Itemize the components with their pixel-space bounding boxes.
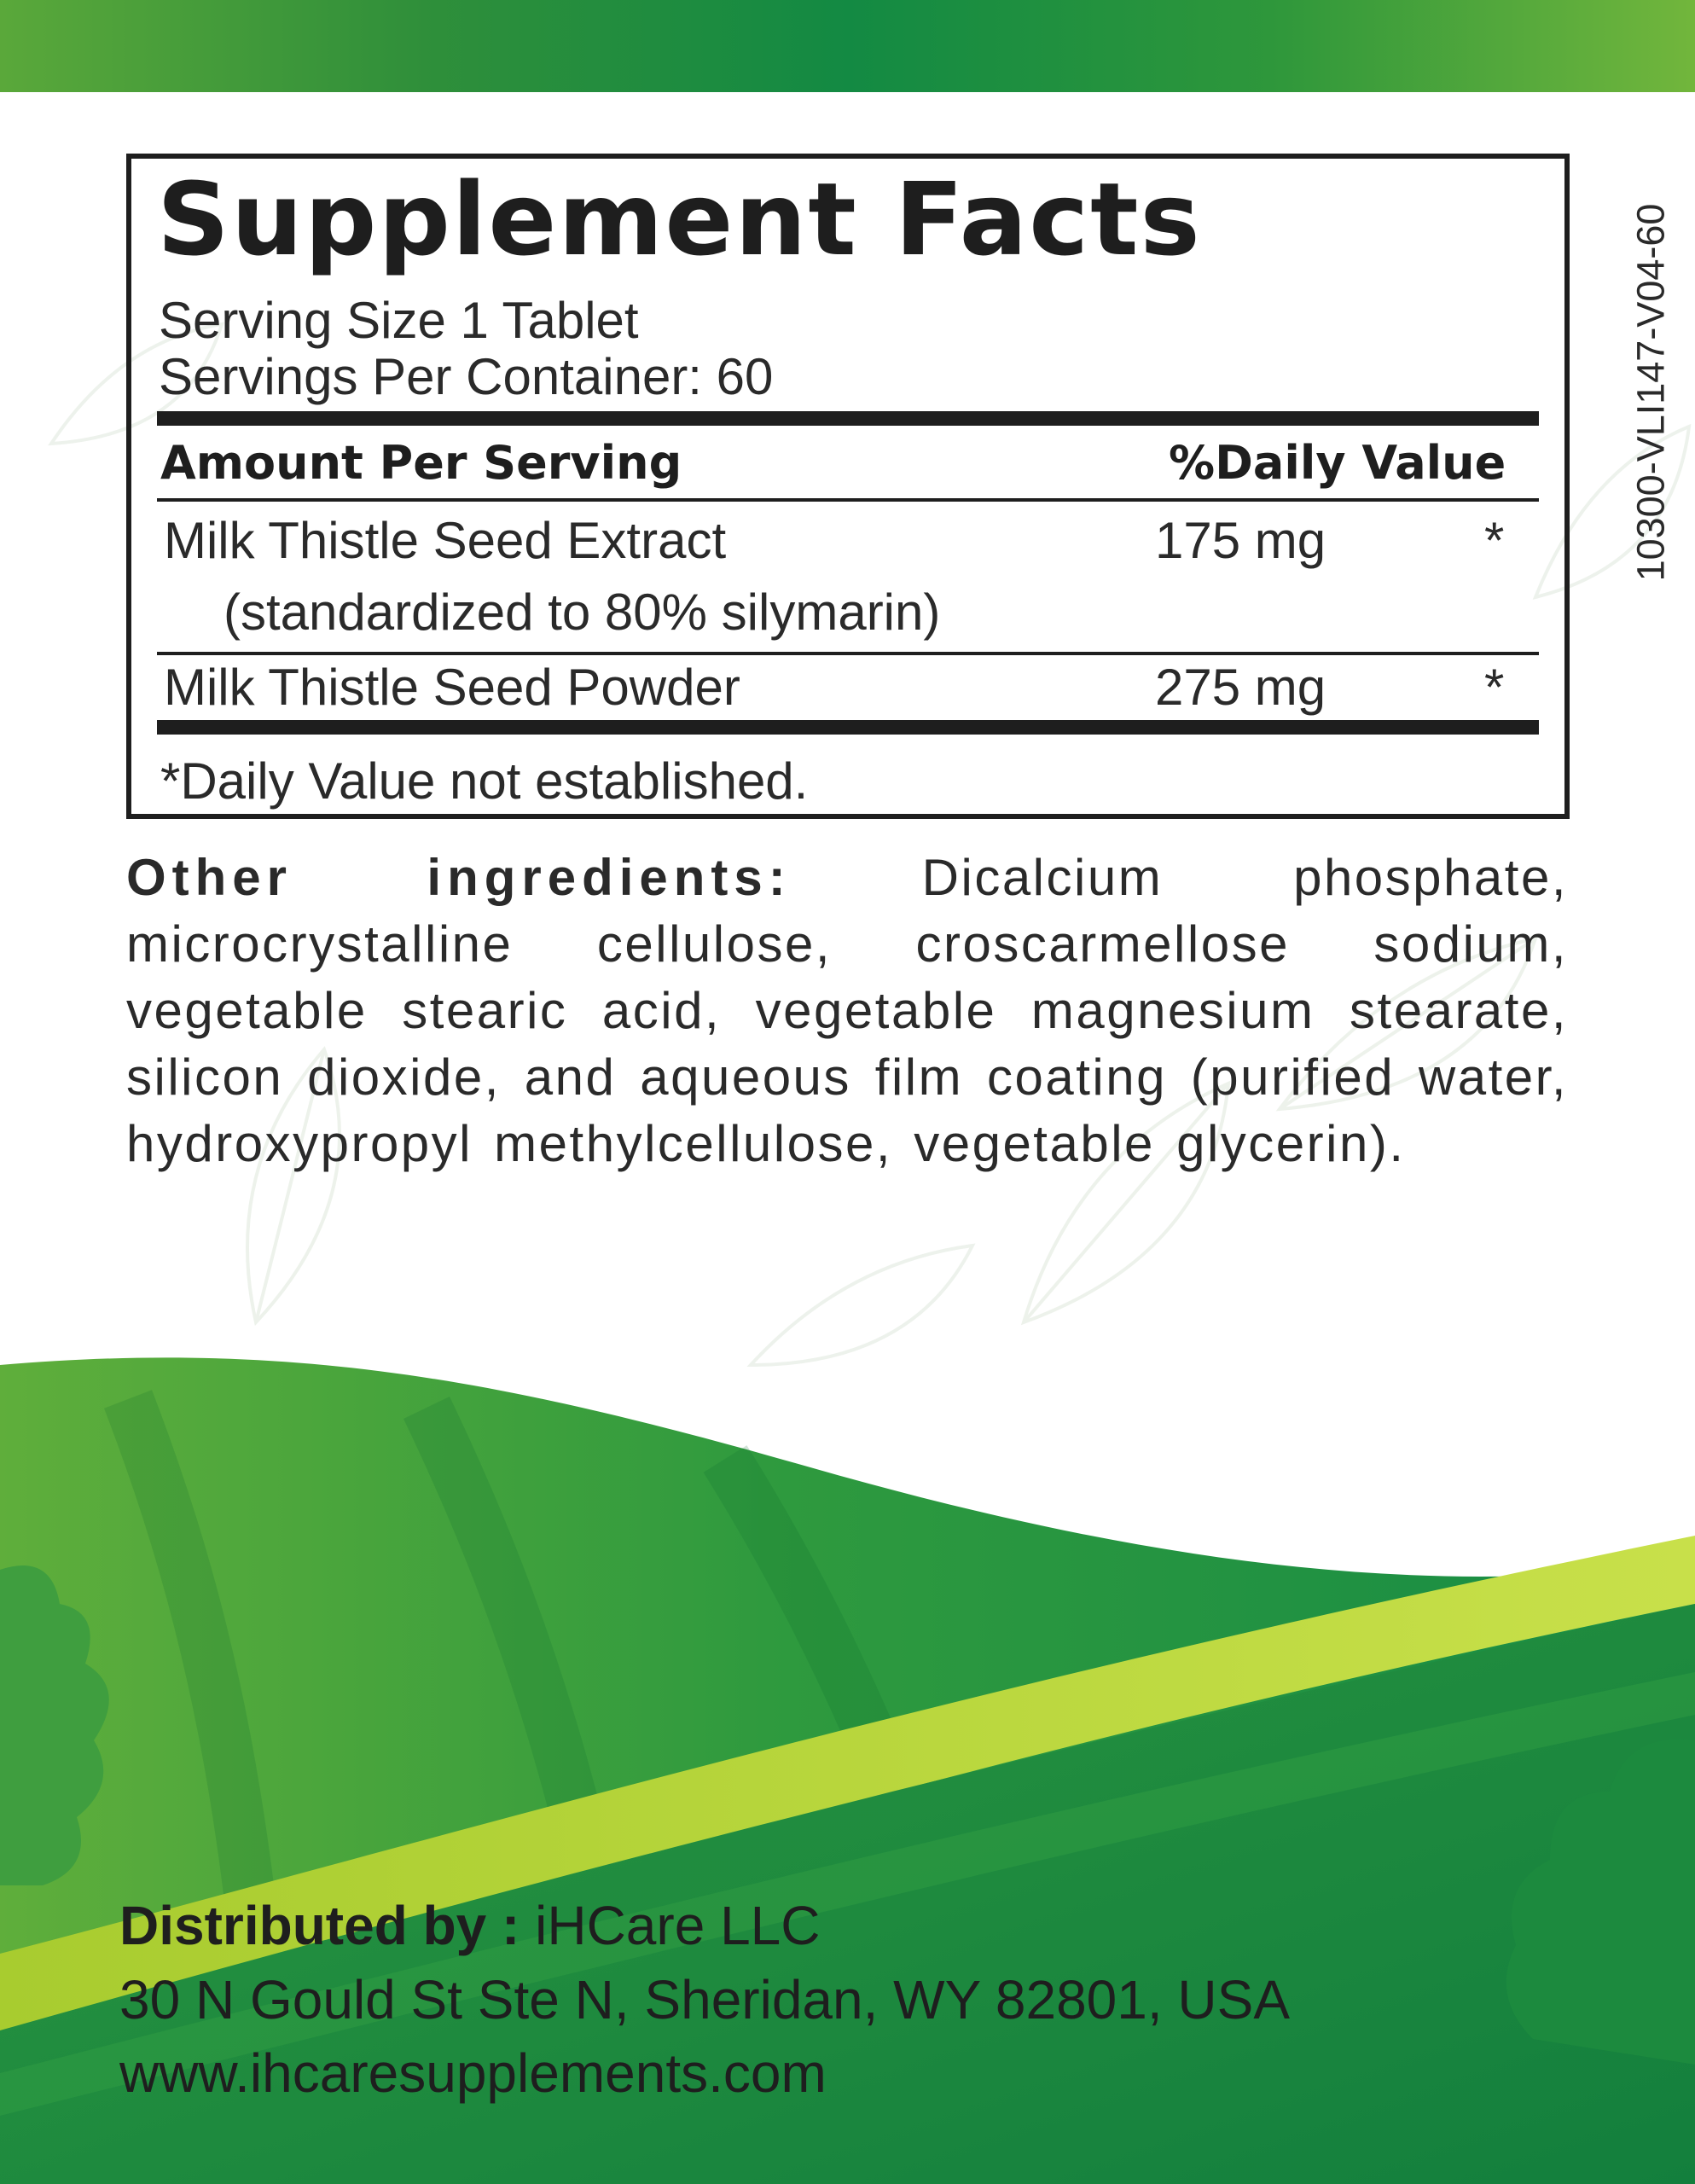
supplement-facts-panel	[126, 154, 1570, 819]
row-name: Milk Thistle Seed Powder	[164, 659, 740, 716]
row-subname: (standardized to 80% silymarin)	[223, 584, 941, 641]
other-ingredients-text: Dicalcium phosphate, microcrystalline cellulose, croscarmellose sodium, vegetable stearic acid, vegetable magnesium stearate, silicon dioxide, and aqueous film coating (purified water, hydroxypropyl methylcellulose, vegetable glycerin).	[126, 849, 1568, 1172]
distributor-name: iHCare LLC	[535, 1895, 821, 1956]
distributor-line	[119, 1895, 821, 1956]
thick-rule-bottom	[157, 720, 1539, 735]
other-ingredients	[126, 845, 1568, 1177]
servings-per-container: Servings Per Container: 60	[159, 348, 774, 405]
footnote: *Daily Value not established.	[160, 752, 809, 810]
row-dv: *	[1484, 512, 1505, 569]
lot-code: 10300-VLI147-V04-60	[1628, 203, 1673, 582]
other-ingredients-label: Other ingredients:	[126, 849, 792, 906]
row-name: Milk Thistle Seed Extract	[164, 512, 727, 569]
row-dv: *	[1484, 659, 1505, 716]
facts-title: Supplement Facts	[157, 160, 1202, 278]
thick-rule-top	[157, 411, 1539, 426]
row-amount: 275 mg	[1155, 659, 1326, 716]
thin-rule-header	[157, 498, 1539, 502]
distributor-label: Distributed by :	[119, 1895, 520, 1956]
row-amount: 175 mg	[1155, 512, 1326, 569]
header-amount-per-serving: Amount Per Serving	[160, 436, 682, 490]
thin-rule-row	[157, 652, 1539, 655]
header-daily-value: %Daily Value	[1169, 436, 1506, 490]
distributor-website: www.ihcaresupplements.com	[119, 2042, 827, 2104]
serving-size: Serving Size 1 Tablet	[159, 292, 639, 349]
distributor-address: 30 N Gould St Ste N, Sheridan, WY 82801, USA	[119, 1969, 1290, 2030]
